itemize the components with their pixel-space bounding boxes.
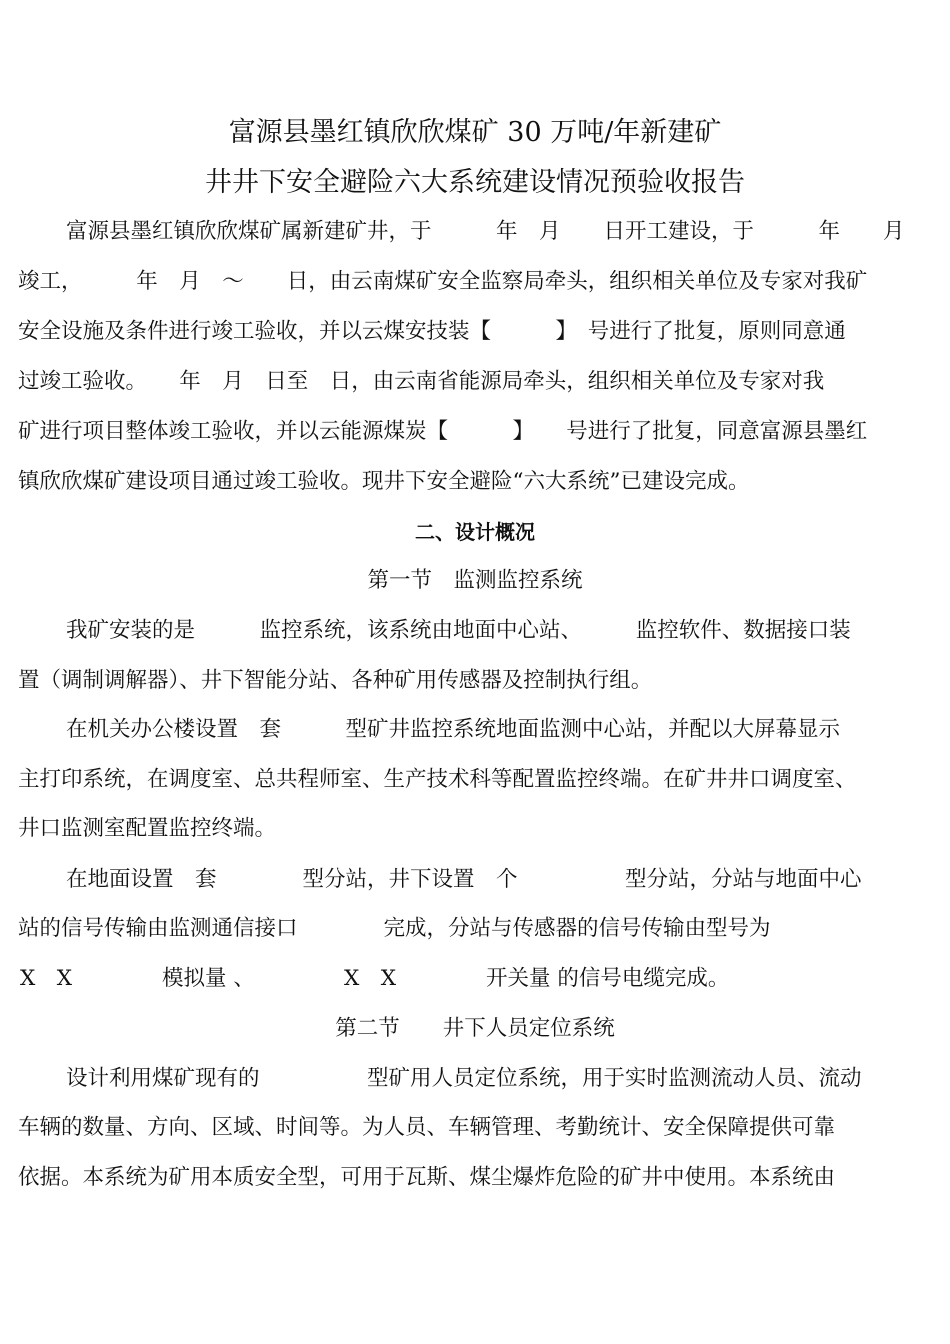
subsection-2-title: 第二节 井下人员定位系统 (335, 1016, 615, 1041)
s1-paragraph-3-line-1: 在地面设置 套 型分站，井下设置 个 型分站，分站与地面中心 (66, 867, 862, 892)
subsection-1-title: 第一节 监测监控系统 (367, 568, 583, 593)
analog-label: 模拟量 、 (162, 966, 255, 991)
paragraph-1-line-2: 竣工， 年 月 ～ 日，由云南煤矿安全监察局牵头，组织相关单位及专家对我矿 (18, 269, 868, 294)
s1-paragraph-3-line-2: 站的信号传输由监测通信接口 完成，分站与传感器的信号传输由型号为 (18, 916, 771, 941)
paragraph-1-line-3: 安全设施及条件进行竣工验收，并以云煤安技装【 】 号进行了批复，原则同意通 (18, 319, 846, 344)
cable-model-switch: X X (344, 966, 397, 991)
paragraph-1-line-5: 矿进行项目整体竣工验收，并以云能源煤炭【 】 号进行了批复，同意富源县墨红 (18, 419, 868, 444)
switch-label: 开关量 的信号电缆完成。 (486, 966, 730, 991)
s1-paragraph-1-line-2: 置（调制调解器）、井下智能分站、各种矿用传感器及控制执行组。 (18, 668, 653, 693)
document-title-line-1: 富源县墨红镇欣欣煤矿 30 万吨/年新建矿 (228, 117, 722, 148)
paragraph-1-line-4: 过竣工验收。 年 月 日至 日，由云南省能源局牵头，组织相关单位及专家对我 (18, 369, 825, 394)
paragraph-1-line-6: 镇欣欣煤矿建设项目通过竣工验收。现井下安全避险“六大系统”已建设完成。 (18, 469, 750, 494)
cable-model-analog: X X (20, 966, 73, 991)
s1-paragraph-2-line-1: 在机关办公楼设置 套 型矿井监控系统地面监测中心站，并配以大屏幕显示 (66, 717, 841, 742)
s2-paragraph-1-line-1: 设计利用煤矿现有的 型矿用人员定位系统，用于实时监测流动人员、流动 (66, 1066, 862, 1091)
s1-paragraph-2-line-2: 主打印系统，在调度室、总共程师室、生产技术科等配置监控终端。在矿井井口调度室、 (18, 767, 857, 792)
s2-paragraph-1-line-2: 车辆的数量、方向、区域、时间等。为人员、车辆管理、考勤统计、安全保障提供可靠 (18, 1115, 836, 1140)
document-title-line-2: 井井下安全避险六大系统建设情况预验收报告 (205, 167, 745, 198)
s1-paragraph-2-line-3: 井口监测室配置监控终端。 (18, 816, 277, 841)
paragraph-1-line-1: 富源县墨红镇欣欣煤矿属新建矿井，于 年 月 日开工建设，于 年 月 (66, 219, 905, 244)
s1-paragraph-1-line-1: 我矿安装的是 监控系统，该系统由地面中心站、 监控软件、数据接口装 (66, 618, 851, 643)
s2-paragraph-1-line-3: 依据。本系统为矿用本质安全型，可用于瓦斯、煤尘爆炸危险的矿井中使用。本系统由 (18, 1165, 836, 1190)
s1-paragraph-3-line-3 (18, 963, 934, 995)
section-heading: 二、设计概况 (415, 520, 535, 544)
